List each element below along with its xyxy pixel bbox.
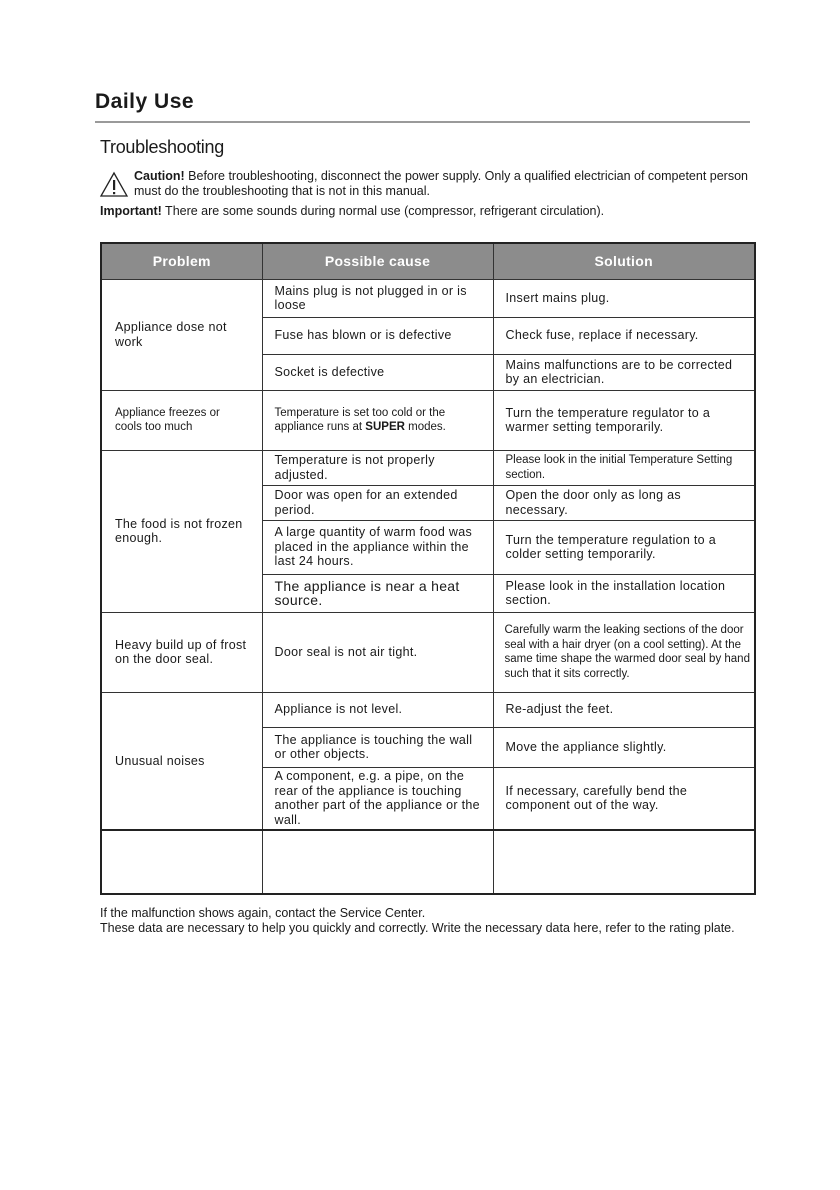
solution-cell: Carefully warm the leaking sections of the door seal with a hair dryer (on a cool setting). At the same time shape the warmed door seal by hand such that it sits correctly. [493, 612, 755, 692]
cause-cell: Socket is defective [262, 354, 493, 390]
header-cause: Possible cause [262, 243, 493, 279]
important-note [100, 204, 604, 218]
cause-cell: Temperature is not properly adjusted. [262, 450, 493, 485]
empty-row [101, 830, 755, 894]
problem-cell: Heavy build up of frost on the door seal. [101, 612, 262, 692]
table-row [101, 390, 755, 450]
table-header [101, 243, 755, 279]
cause-text: Temperature is set too cold or the appliance runs at [274, 406, 446, 433]
solution-cell: Open the door only as long as necessary. [493, 485, 755, 520]
subtitle: Troubleshooting [100, 137, 224, 157]
table-row [101, 692, 755, 727]
empty-cell [262, 830, 493, 894]
cause-cell: Appliance is not level. [262, 692, 493, 727]
solution-cell: Check fuse, replace if necessary. [493, 317, 755, 354]
section-title: Daily Use [95, 90, 195, 113]
cause-cell: Door seal is not air tight. [262, 612, 493, 692]
cause-cell: Fuse has blown or is defective [262, 317, 493, 354]
footer-line: These data are necessary to help you quickly and correctly. Write the necessary data here, refer to the rating plate. [100, 921, 735, 935]
table-row [101, 612, 755, 692]
solution-cell: Re-adjust the feet. [493, 692, 755, 727]
solution-cell: Turn the temperature regulation to a colder setting temporarily. [493, 520, 755, 574]
solution-cell: If necessary, carefully bend the component out of the way. [493, 767, 755, 830]
cause-text-end: modes. [404, 421, 446, 433]
solution-cell: Move the appliance slightly. [493, 727, 755, 767]
title-divider [95, 121, 750, 123]
warning-triangle-icon [99, 171, 129, 198]
caution-label: Caution! [134, 169, 185, 183]
solution-cell: Insert mains plug. [493, 279, 755, 317]
empty-cell [493, 830, 755, 894]
cause-cell: Door was open for an extended period. [262, 485, 493, 520]
super-mode-label: SUPER [365, 421, 405, 433]
important-label: Important! [100, 204, 162, 218]
header-problem: Problem [101, 243, 262, 279]
solution-cell: Please look in the initial Temperature Setting section. [493, 450, 755, 485]
empty-cell [101, 830, 262, 894]
cause-cell [262, 390, 493, 450]
problem-cell: The food is not frozen enough. [101, 450, 262, 612]
solution-cell: Mains malfunctions are to be corrected by an electrician. [493, 354, 755, 390]
header-solution: Solution [493, 243, 755, 279]
problem-cell: Appliance freezes or cools too much [101, 390, 262, 450]
cause-cell: The appliance is touching the wall or other objects. [262, 727, 493, 767]
footer-line: If the malfunction shows again, contact the Service Center. [100, 906, 426, 920]
caution-text: Before troubleshooting, disconnect the power supply. Only a qualified electrician of competent person must do the troubleshooting that is not in this manual. [134, 169, 748, 198]
solution-cell: Please look in the installation location section. [493, 574, 755, 612]
table-row [101, 279, 755, 317]
troubleshooting-table [100, 242, 756, 895]
cause-cell: Mains plug is not plugged in or is loose [262, 279, 493, 317]
problem-cell: Unusual noises [101, 692, 262, 830]
cause-cell: The appliance is near a heat source. [262, 574, 493, 612]
footer-note [100, 906, 750, 936]
important-text: There are some sounds during normal use (compressor, refrigerant circulation). [161, 204, 605, 218]
solution-cell: Turn the temperature regulator to a warmer setting temporarily. [493, 390, 755, 450]
table-row [101, 450, 755, 485]
cause-cell: A large quantity of warm food was placed in the appliance within the last 24 hours. [262, 520, 493, 574]
problem-cell: Appliance dose not work [101, 279, 262, 390]
cause-cell: A component, e.g. a pipe, on the rear of the appliance is touching another part of the appliance or the wall. [262, 767, 493, 830]
